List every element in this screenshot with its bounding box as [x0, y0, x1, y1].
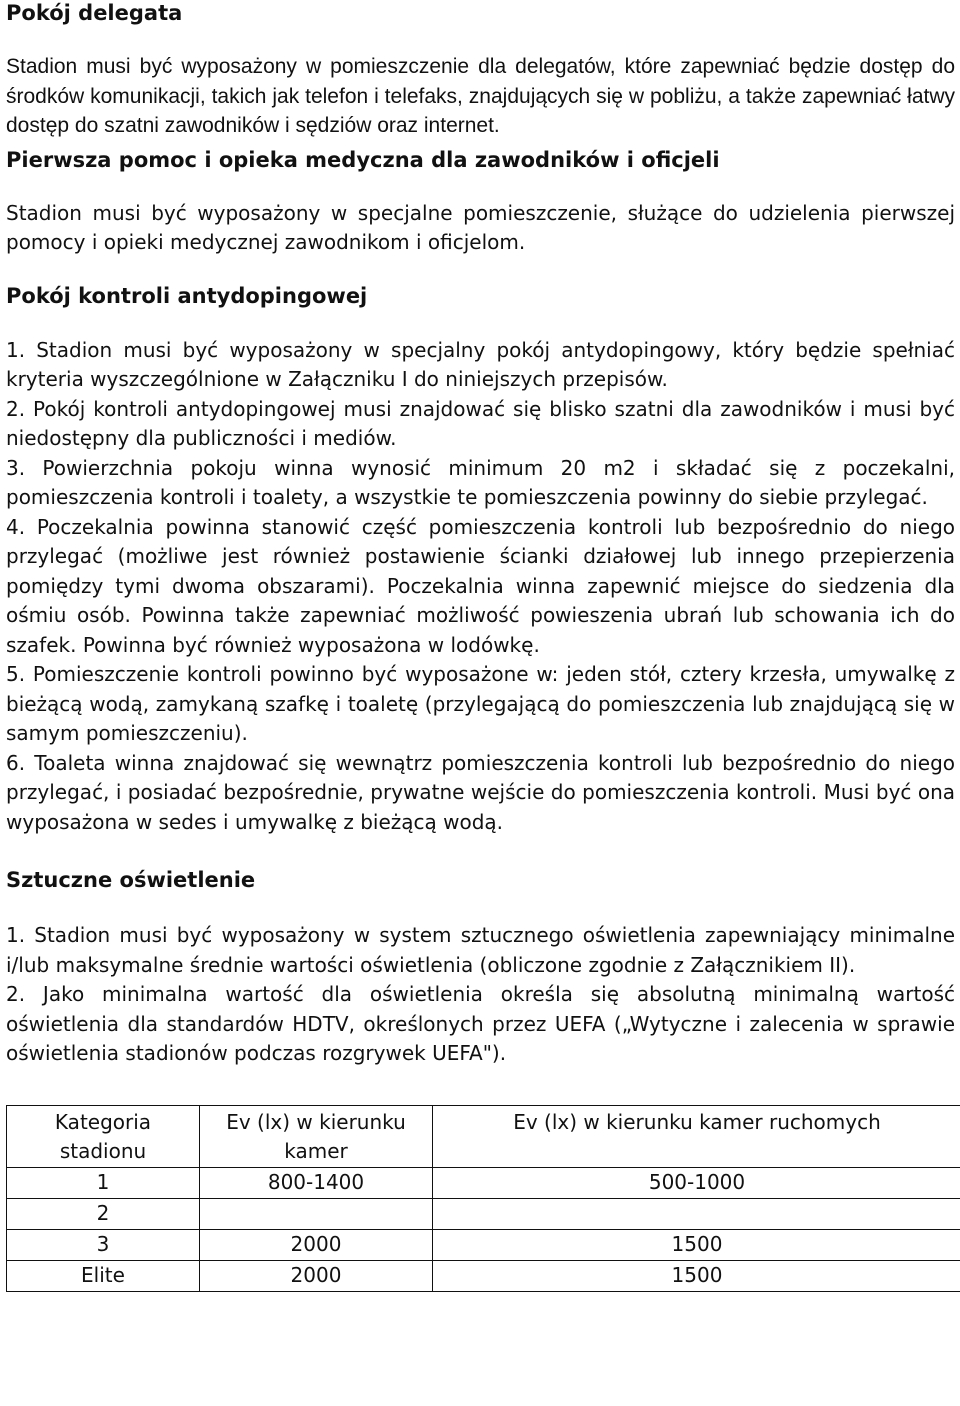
list-item: 2. Pokój kontroli antydopingowej musi znajdować się blisko szatni dla zawodników i musi być niedostępny dla publiczności i mediów.	[6, 396, 955, 450]
table-cell: 2000	[200, 1229, 433, 1260]
table-cell	[433, 1198, 960, 1229]
doping-control-list	[6, 336, 955, 838]
table-cell: 2000	[200, 1260, 433, 1291]
table-cell: 800-1400	[200, 1167, 433, 1198]
table-header-cell: Ev (lx) w kierunku kamer ruchomych	[433, 1105, 960, 1167]
table-row	[7, 1260, 960, 1291]
list-item: 6. Toaleta winna znajdować się wewnątrz pomieszczenia kontroli lub bezpośrednio do niego przylegać, i posiadać bezpośrednie, prywatne wejście do pomieszczenia kontroli. Musi być ona wyposażona w sedes i umywalkę z bieżącą wodą.	[6, 750, 955, 834]
lighting-list	[6, 921, 955, 1069]
table-cell: 2	[7, 1198, 200, 1229]
table-row	[7, 1229, 960, 1260]
list-item: 1. Stadion musi być wyposażony w specjalny pokój antydopingowy, który będzie spełniać kryteria wyszczególnione w Załączniku I do niniejszych przepisów.	[6, 337, 955, 391]
section-heading-delegate-room: Pokój delegata	[6, 1, 183, 25]
section-heading-artificial-lighting: Sztuczne oświetlenie	[6, 868, 256, 892]
table-cell: 500-1000	[433, 1167, 960, 1198]
table-row	[7, 1198, 960, 1229]
lighting-values-table	[6, 1105, 960, 1292]
table-cell: Elite	[7, 1260, 200, 1291]
table-cell: 3	[7, 1229, 200, 1260]
table-header-cell: Kategoria stadionu	[7, 1105, 200, 1167]
table-header-row	[7, 1105, 960, 1167]
table-row	[7, 1167, 960, 1198]
paragraph-first-aid: Stadion musi być wyposażony w specjalne pomieszczenie, służące do udzielenia pierwszej pomocy i opieki medycznej zawodnikom i oficjelom.	[6, 200, 955, 254]
section-heading-first-aid: Pierwsza pomoc i opieka medyczna dla zawodników i oficjeli	[6, 147, 720, 172]
table-header-cell: Ev (lx) w kierunku kamer	[200, 1105, 433, 1167]
list-item: 5. Pomieszczenie kontroli powinno być wyposażone w: jeden stół, cztery krzesła, umywalkę z bieżącą wodą, zamykaną szafkę i toaletę (przylegającą do pomieszczenia lub znajdującą się w samym pomieszczeniu).	[6, 662, 955, 745]
section-heading-doping-control: Pokój kontroli antydopingowej	[6, 283, 368, 308]
table-cell: 1500	[433, 1229, 960, 1260]
paragraph-delegate-room: Stadion musi być wyposażony w pomieszczenie dla delegatów, które zapewniać będzie dostęp do środków komunikacji, takich jak telefon i telefaks, znajdujących się w pobliżu, a także zapewniać łatwy dostęp do szatni zawodników i sędziów oraz internet.	[6, 55, 955, 137]
list-item: 1. Stadion musi być wyposażony w system sztucznego oświetlenia zapewniający minimalne i/lub maksymalne średnie wartości oświetlenia (obliczone zgodnie z Załącznikiem II).	[6, 923, 955, 977]
list-item: 4. Poczekalnia powinna stanowić część pomieszczenia kontroli lub bezpośrednio do niego przylegać (możliwe jest również postawienie ścianki działowej lub innego przepierzenia pomiędzy tymi dwoma obszarami). Poczekalnia winna zapewnić miejsce do siedzenia dla ośmiu osób. Powinna także zapewniać możliwość powieszenia ubrań lub schowania ich do szafek. Powinna być również wyposażona w lodówkę.	[6, 514, 955, 657]
list-item: 2. Jako minimalna wartość dla oświetlenia określa się absolutną minimalną wartość oświetlenia dla standardów HDTV, określonych przez UEFA („Wytyczne i zalecenia w sprawie oświetlenia stadionów podczas rozgrywek UEFA").	[6, 982, 955, 1065]
list-item: 3. Powierzchnia pokoju winna wynosić minimum 20 m2 i składać się z poczekalni, pomieszczenia kontroli i toalety, a wszystkie te pomieszczenia powinny do siebie przylegać.	[6, 455, 955, 509]
table-cell	[200, 1198, 433, 1229]
table-cell: 1	[7, 1167, 200, 1198]
table-cell: 1500	[433, 1260, 960, 1291]
